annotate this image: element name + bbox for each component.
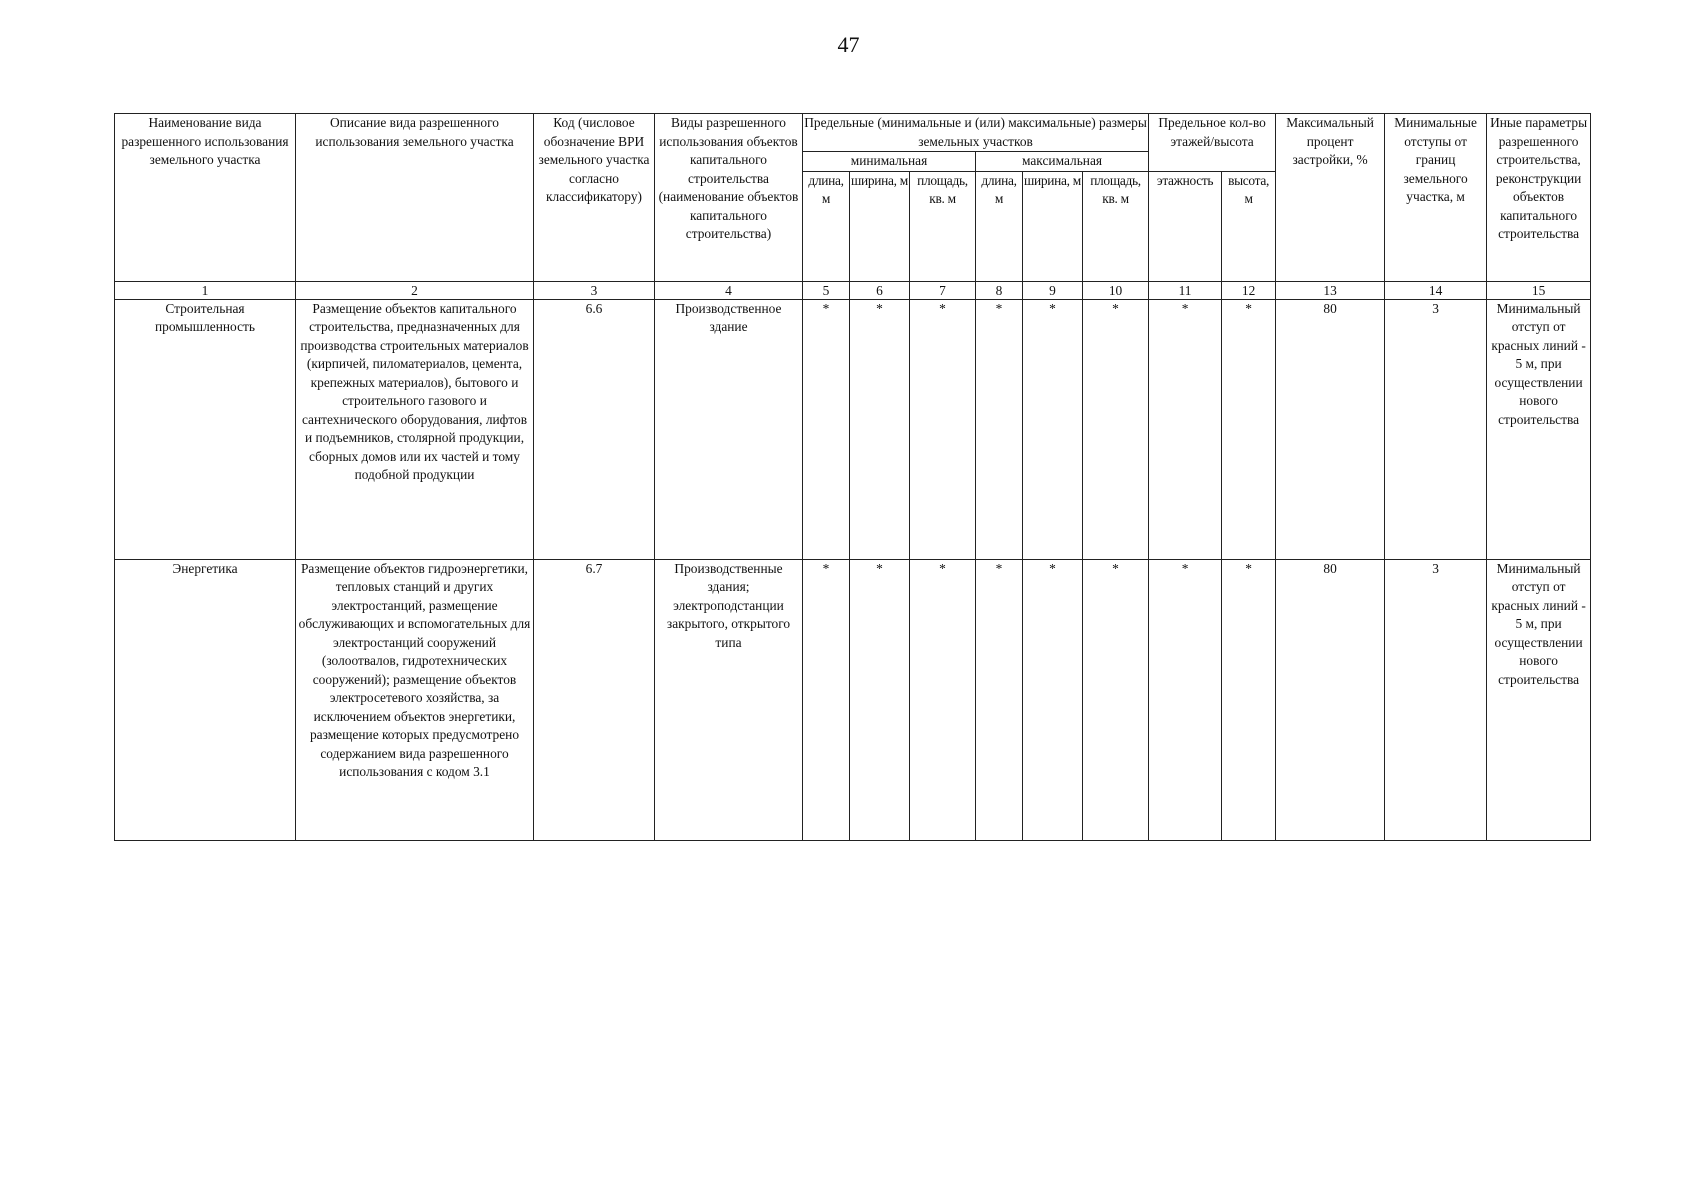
row-max-area: * [1083,559,1149,840]
row-min-length: * [803,559,850,840]
row-max-width: * [1023,559,1083,840]
row-max-built-percent: 80 [1276,559,1385,840]
header-max-built-percent: Максимальный процент застройки, % [1276,114,1385,282]
column-number: 14 [1385,281,1487,299]
header-other-params: Иные параметры разрешенного строительства, реконструкции объектов капитального строительства [1487,114,1591,282]
column-number: 11 [1149,281,1222,299]
row-min-area: * [910,299,976,559]
row-max-length: * [976,559,1023,840]
header-min-width: ширина, м [850,171,910,281]
row-max-length: * [976,299,1023,559]
row-storeys: * [1149,299,1222,559]
header-max-group: максимальная [976,152,1149,172]
header-height: высота, м [1222,171,1276,281]
row-name: Энергетика [115,559,296,840]
column-number: 3 [534,281,655,299]
row-max-area: * [1083,299,1149,559]
row-min-width: * [850,559,910,840]
row-min-setbacks: 3 [1385,559,1487,840]
header-storeys: этажность [1149,171,1222,281]
header-capital-types: Виды разрешенного использования объектов капитального строительства (наименование объектов капитального строительства) [655,114,803,282]
row-max-built-percent: 80 [1276,299,1385,559]
row-height: * [1222,559,1276,840]
land-use-table [114,113,1591,841]
row-code: 6.6 [534,299,655,559]
header-max-width: ширина, м [1023,171,1083,281]
row-other-params: Минимальный отступ от красных линий - 5 м, при осуществлении нового строительства [1487,559,1591,840]
column-number: 13 [1276,281,1385,299]
header-floors-limit: Предельное кол-во этажей/высота [1149,114,1276,172]
row-max-width: * [1023,299,1083,559]
header-min-length: длина, м [803,171,850,281]
column-number: 10 [1083,281,1149,299]
header-row-1 [115,114,1591,152]
header-min-area: площадь, кв. м [910,171,976,281]
table-row [115,559,1591,840]
row-capital-types: Производственные здания; электроподстанции закрытого, открытого типа [655,559,803,840]
column-number: 8 [976,281,1023,299]
header-min-setbacks: Минимальные отступы от границ земельного участка, м [1385,114,1487,282]
header-max-length: длина, м [976,171,1023,281]
column-number-row [115,281,1591,299]
row-description: Размещение объектов капитального строительства, предназначенных для производства строительных материалов (кирпичей, пиломатериалов, цемента, крепежных материалов), бытового и строительного газового и сантехнического оборудования, лифтов и подъемников, столярной продукции, сборных домов или их частей и тому подобной продукции [296,299,534,559]
header-description: Описание вида разрешенного использования земельного участка [296,114,534,282]
header-size-limits: Предельные (минимальные и (или) максимальные) размеры земельных участков [803,114,1149,152]
row-min-area: * [910,559,976,840]
row-min-setbacks: 3 [1385,299,1487,559]
column-number: 9 [1023,281,1083,299]
column-number: 2 [296,281,534,299]
column-number: 5 [803,281,850,299]
row-height: * [1222,299,1276,559]
row-code: 6.7 [534,559,655,840]
table-row [115,299,1591,559]
row-other-params: Минимальный отступ от красных линий - 5 м, при осуществлении нового строительства [1487,299,1591,559]
row-description: Размещение объектов гидроэнергетики, тепловых станций и других электростанций, размещение обслуживающих и вспомогательных для электростанций сооружений (золоотвалов, гидротехнических сооружений); размещение объектов электросетевого хозяйства, за исключением объектов энергетики, размещение которых предусмотрено содержанием вида разрешенного использования с кодом 3.1 [296,559,534,840]
row-min-length: * [803,299,850,559]
row-capital-types: Производственное здание [655,299,803,559]
column-number: 1 [115,281,296,299]
row-min-width: * [850,299,910,559]
header-max-area: площадь, кв. м [1083,171,1149,281]
row-name: Строительная промышленность [115,299,296,559]
page-number: 47 [837,32,860,57]
column-number: 7 [910,281,976,299]
header-name: Наименование вида разрешенного использования земельного участка [115,114,296,282]
column-number: 6 [850,281,910,299]
column-number: 4 [655,281,803,299]
column-number: 15 [1487,281,1591,299]
column-number: 12 [1222,281,1276,299]
header-min-group: минимальная [803,152,976,172]
header-code: Код (числовое обозначение ВРИ земельного участка согласно классификатору) [534,114,655,282]
row-storeys: * [1149,559,1222,840]
